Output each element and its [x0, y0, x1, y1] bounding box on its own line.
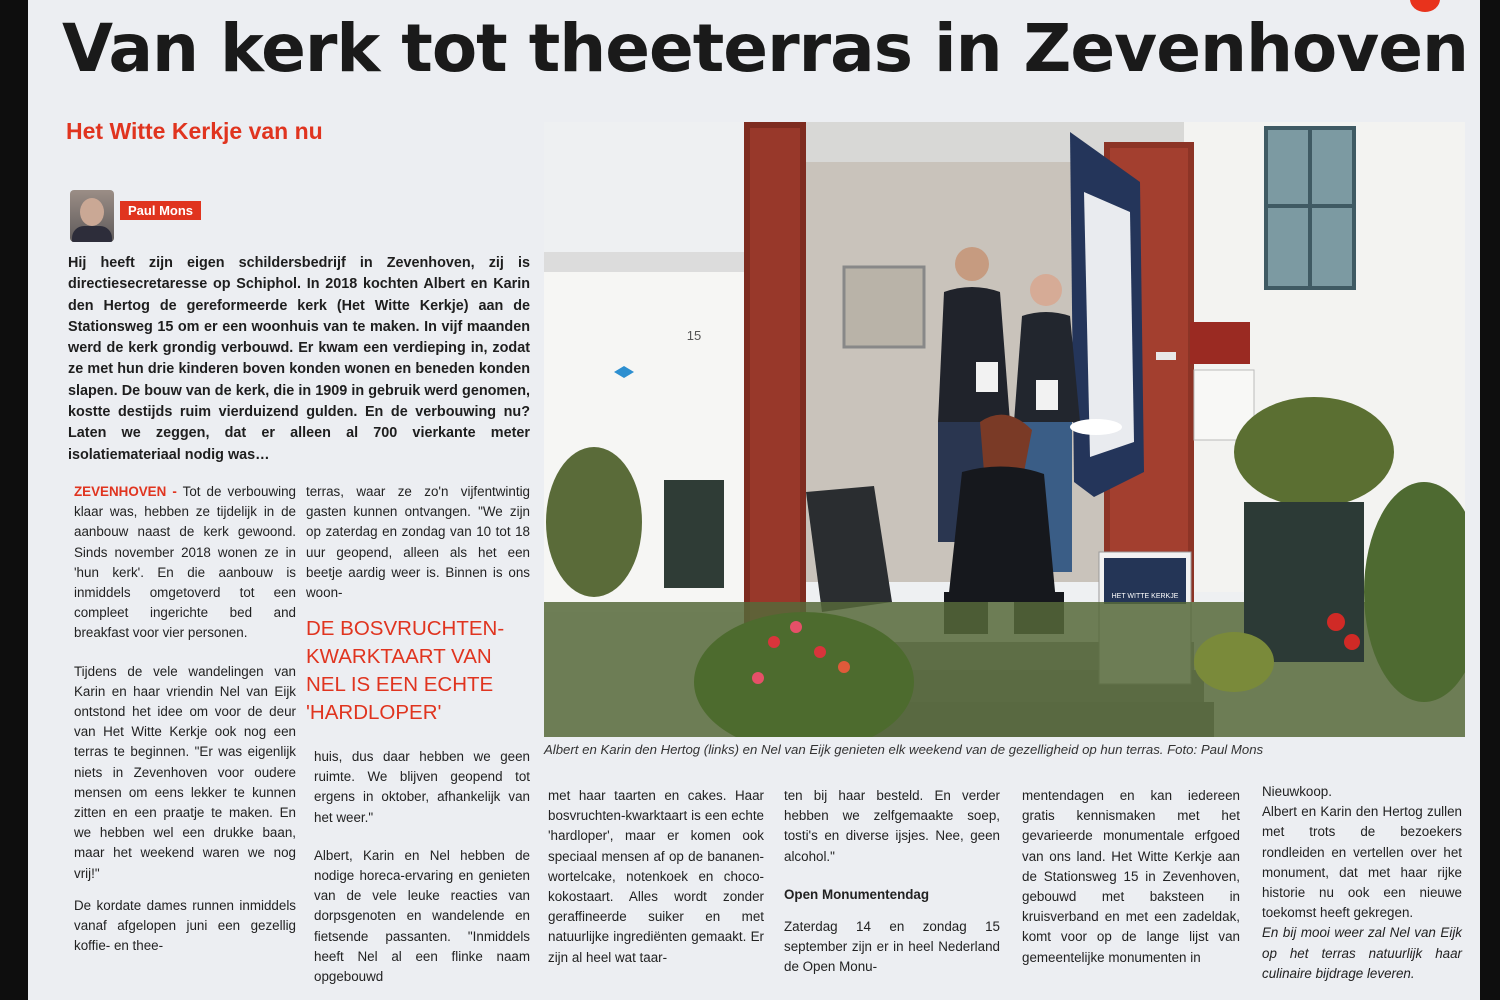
column-text: Nieuwkoop. — [1262, 784, 1332, 799]
text-column-6 — [1262, 782, 1462, 996]
text-column-5 — [1022, 786, 1240, 980]
church-terrace-illustration — [544, 122, 1465, 737]
column-text: Albert en Karin den Hertog zullen met trots de bezoekers rondleiden en vertellen over het monument, dat met haar rijke historie nu ook een nieuwe toekomst heeft gekregen. — [1262, 804, 1462, 921]
sign-name: HET WITTE KERKJE — [1111, 593, 1179, 600]
text-column-4 — [784, 786, 1000, 990]
column-text: ten bij haar besteld. En verder hebben we zelfgemaakte soep, tosti's en diverse ijsjes. Nee, geen alcohol." — [784, 788, 1000, 864]
text-column-2-cont — [314, 747, 530, 999]
column-text: Tot de verbouwing klaar was, hebben ze tijdelijk in de aanbouw naast de kerk gewoond. Sinds november 2018 wonen ze in 'hun kerk'. En die aanbouw is inmiddels omgetoverd tot een compleet ingerichte bed and breakfast voor vier personen. — [74, 484, 296, 641]
text-column-1 — [74, 482, 296, 968]
intro-paragraph: Hij heeft zijn eigen schildersbedrijf in Zevenhoven, zij is directiesecretaresse op Schiphol. In 2018 kochten Albert en Karin den Hertog de gereformeerde kerk (Het Witte Kerkje) aan de Stationsweg 15 om er een woonhuis van te maken. In vijf maanden werd de kerk grondig verbouwd. Er kwam een verdieping in, zodat ze met hun drie kinderen boven konden wonen en beneden konden slapen. De bouw van de kerk, die in 1909 in gebruik werd genomen, kostte destijds ruim vierduizend gulden. En de verbouwing nu? Laten we zeggen, dat er alleen al 700 vierkante meter isolatiemateriaal nodig was… — [68, 255, 530, 463]
column-text: Tijdens de vele wandelingen van Karin en haar vriendin Nel van Eijk ontstond het idee om voor de deur van Het Witte Kerkje ook nog een terras te beginnen. "Er was eigenlijk niets in Zevenhoven voor oudere mensen om eens lekker te kunnen zitten en een praatje te maken. En we hebben wel een drukke baan, maar het weekend waren we nog vrij!" — [74, 663, 296, 881]
dateline: ZEVENHOVEN - — [74, 484, 177, 499]
photo-caption: Albert en Karin den Hertog (links) en Nel van Eijk genieten elk weekend van de gezelligheid op hun terras. Foto: Paul Mons — [544, 742, 1264, 757]
column-text: huis, dus daar hebben we geen ruimte. We blijven geopend tot ergens in oktober, afhankelijk van het weer." — [314, 749, 530, 825]
author-avatar — [70, 190, 114, 242]
column-text: En bij mooi weer zal Nel van Eijk op het terras natuurlijk haar culinaire bijdrage leveren. — [1262, 925, 1462, 981]
pull-quote: DE BOSVRUCHTEN-KWARKTAART VAN NEL IS EEN ECHTE 'HARDLOPER' — [306, 617, 505, 724]
newspaper-page — [28, 0, 1480, 1000]
headline: Van kerk tot theeterras in Zevenhoven — [62, 10, 1469, 87]
section-heading: Open Monumentendag — [784, 886, 930, 902]
text-column-3 — [548, 786, 764, 980]
house-number: 15 — [686, 328, 702, 343]
column-text: Albert, Karin en Nel hebben de nodige horeca-ervaring en genieten van de vele leuke reacties van dorpsgenoten en wandelende en fietsende passanten. "Inmiddels heeft Nel al een flinke naam opgebouwd — [314, 847, 530, 985]
author-byline: Paul Mons — [120, 201, 201, 220]
column-text: terras, waar ze zo'n vijfentwintig gasten kunnen ontvangen. "We zijn op zaterdag en zondag van 10 tot 18 uur geopend, alleen als het een beetje aardig weer is. Binnen is ons woon- — [306, 484, 530, 601]
column-text: mentendagen en kan iedereen gratis kennismaken met het gevarieerde monumentale erfgoed van ons land. Het Witte Kerkje aan de Stationsweg 15 in Zevenhoven, gebouwd met baksteen in kruisverband en met een zadeldak, komt voor op de lange lijst van gemeentelijke monumenten in — [1022, 788, 1240, 965]
text-column-2 — [306, 482, 530, 615]
subtitle: Het Witte Kerkje van nu — [66, 118, 323, 144]
column-text: Zaterdag 14 en zondag 15 september zijn er in heel Nederland de Open Monu- — [784, 919, 1000, 975]
article-photo — [544, 122, 1465, 737]
column-text: De kordate dames runnen inmiddels vanaf afgelopen juni een gezellig koffie- en thee- — [74, 897, 296, 954]
column-text: met haar taarten en cakes. Haar bosvruchten-kwarktaart is een echte 'hardloper', maar er komen ook speciaal mensen af op de bananen-wortelcake, notenkoek en choco-kokostaart. Alles wordt zonder geraffineerde suiker en met natuurlijke ingrediënten gemaakt. Er zijn al heel wat taar- — [548, 788, 764, 965]
